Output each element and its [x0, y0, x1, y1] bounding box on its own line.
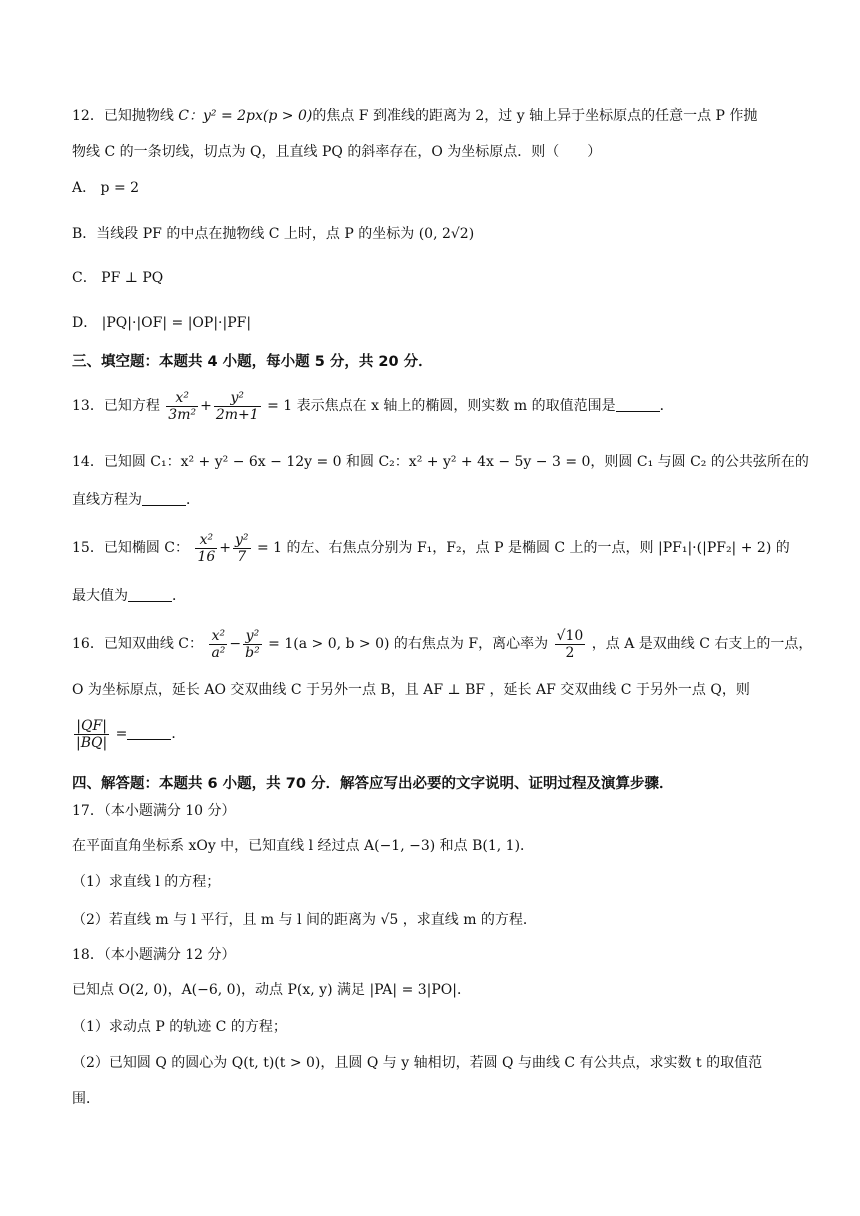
- q16-frac1-denominator: a²: [211, 644, 226, 661]
- q16-frac3-denominator: 2: [565, 644, 575, 661]
- q16-stem-rest2: ，点 A 是双曲线 C 右支上的一点，: [591, 636, 813, 652]
- q13-fraction-y: [214, 390, 261, 423]
- q13-fraction-x: [166, 390, 198, 423]
- q15-prefix: 15．已知椭圆 C：: [72, 540, 189, 556]
- q15-line1: [72, 528, 800, 568]
- q16-fraction-y: [243, 628, 262, 661]
- q15-line2: [72, 586, 800, 606]
- q17-part2: （2）若直线 m 与 l 平行，且 m 与 l 间的距离为 √5 ，求直线 m 的方程．: [72, 912, 537, 928]
- q15-answer-blank[interactable]: [128, 587, 172, 602]
- q18-part2-line2: 围．: [72, 1091, 100, 1107]
- section-3-heading: 三、填空题：本题共 4 小题，每小题 5 分，共 20 分．: [72, 354, 433, 370]
- q16-prefix: 16．已知双曲线 C：: [72, 636, 203, 652]
- q13-frac2-denominator: 2m+1: [215, 406, 259, 423]
- q12-stem-rest: 的焦点 F 到准线的距离为 2，过 y 轴上异于坐标原点的任意一点 P 作抛: [312, 108, 758, 124]
- q16-stem-rest1: = 1(a > 0, b > 0) 的右焦点为 F，离心率为: [268, 636, 549, 652]
- q15-fraction-x: [195, 532, 217, 565]
- q12-line1: [72, 106, 800, 126]
- q17-title: 17．（本小题满分 10 分）: [72, 803, 236, 819]
- q16-frac4-numerator: |QF|: [74, 718, 109, 735]
- q16-frac2-denominator: b²: [245, 644, 260, 661]
- q16-frac4-denominator: |BQ|: [76, 734, 108, 751]
- q13-frac1-numerator: x²: [166, 390, 198, 407]
- q16-answer-blank[interactable]: [127, 725, 171, 740]
- q14-answer-blank[interactable]: [142, 491, 186, 506]
- q15-line2-prefix: 最大值为: [72, 588, 128, 604]
- q12-option-d: D． |PQ|·|OF| = |OP|·|PF|: [72, 315, 252, 331]
- q17-part1: （1）求直线 l 的方程；: [72, 874, 221, 890]
- q15-frac1-denominator: 16: [197, 548, 216, 565]
- q13-frac1-denominator: 3m²: [168, 406, 197, 423]
- q13-line: [72, 386, 800, 426]
- q16-minus: −: [229, 636, 242, 652]
- q13-plus: +: [200, 398, 212, 414]
- q16-line3: [72, 714, 800, 754]
- q16-eccentricity-fraction: [555, 628, 586, 661]
- q16-line2: O 为坐标原点，延长 AO 交双曲线 C 于另外一点 B，且 AF ⊥ BF ，延长 AF 交双曲线 C 于另外一点 Q，则: [72, 682, 750, 698]
- q13-answer-blank[interactable]: [616, 397, 660, 412]
- q12-prefix: 12．已知抛物线: [72, 108, 179, 124]
- q16-frac1-numerator: x²: [209, 628, 227, 645]
- q16-equals: =: [115, 726, 128, 742]
- q13-stem-rest: = 1 表示焦点在 x 轴上的椭圆，则实数 m 的取值范围是: [267, 398, 616, 414]
- q18-part1: （1）求动点 P 的轨迹 C 的方程；: [72, 1019, 287, 1035]
- q16-frac3-numerator: √10: [556, 627, 584, 644]
- q16-frac2-numerator: y²: [243, 628, 262, 645]
- q13-frac2-numerator: y²: [214, 390, 261, 407]
- section-4-heading: 四、解答题：本题共 6 小题，共 70 分．解答应写出必要的文字说明、证明过程及演算步骤．: [72, 776, 674, 792]
- q14-line1: 14．已知圆 C₁：x² + y² − 6x − 12y = 0 和圆 C₂：x² + y² + 4x − 5y − 3 = 0，则圆 C₁ 与圆 C₂ 的公共弦所在的: [72, 454, 809, 470]
- q13-prefix: 13．已知方程: [72, 398, 160, 414]
- q14-line2: [72, 490, 800, 510]
- q15-stem-rest: = 1 的左、右焦点分别为 F₁，F₂，点 P 是椭圆 C 上的一点，则 |PF₁|·(|PF₂| + 2) 的: [256, 540, 790, 556]
- q16-end: ．: [171, 726, 186, 742]
- q15-fraction-y: [233, 532, 251, 565]
- q18-stem: 已知点 O(2, 0)，A(−6, 0)，动点 P(x, y) 满足 |PA| = 3|PO|．: [72, 982, 471, 998]
- q12-option-b: B．当线段 PF 的中点在抛物线 C 上时，点 P 的坐标为 (0, 2√2): [72, 226, 475, 242]
- q13-end: ．: [659, 398, 674, 414]
- q12-option-a: A． p = 2: [72, 180, 140, 196]
- q15-frac2-denominator: 7: [237, 548, 247, 565]
- q15-plus: +: [219, 540, 231, 556]
- q12-line2: 物线 C 的一条切线，切点为 Q，且直线 PQ 的斜率存在，O 为坐标原点．则（ ）: [72, 144, 602, 160]
- q18-title: 18．（本小题满分 12 分）: [72, 947, 236, 963]
- q12-option-c: C． PF ⊥ PQ: [72, 270, 164, 286]
- q14-end: ．: [186, 492, 200, 508]
- q16-ratio-fraction: [74, 718, 109, 751]
- q16-fraction-x: [209, 628, 227, 661]
- q12-parabola-equation: C：y² = 2px(p > 0): [178, 108, 313, 124]
- q15-frac1-numerator: x²: [195, 532, 217, 549]
- q15-frac2-numerator: y²: [235, 531, 249, 548]
- q17-stem: 在平面直角坐标系 xOy 中，已知直线 l 经过点 A(−1, −3) 和点 B(1, 1)．: [72, 838, 535, 854]
- q15-end: ．: [172, 588, 186, 604]
- q16-line1: [72, 624, 813, 664]
- q14-line2-prefix: 直线方程为: [72, 492, 142, 508]
- q18-part2-line1: （2）已知圆 Q 的圆心为 Q(t, t)(t > 0)，且圆 Q 与 y 轴相切，若圆 Q 与曲线 C 有公共点，求实数 t 的取值范: [72, 1055, 763, 1071]
